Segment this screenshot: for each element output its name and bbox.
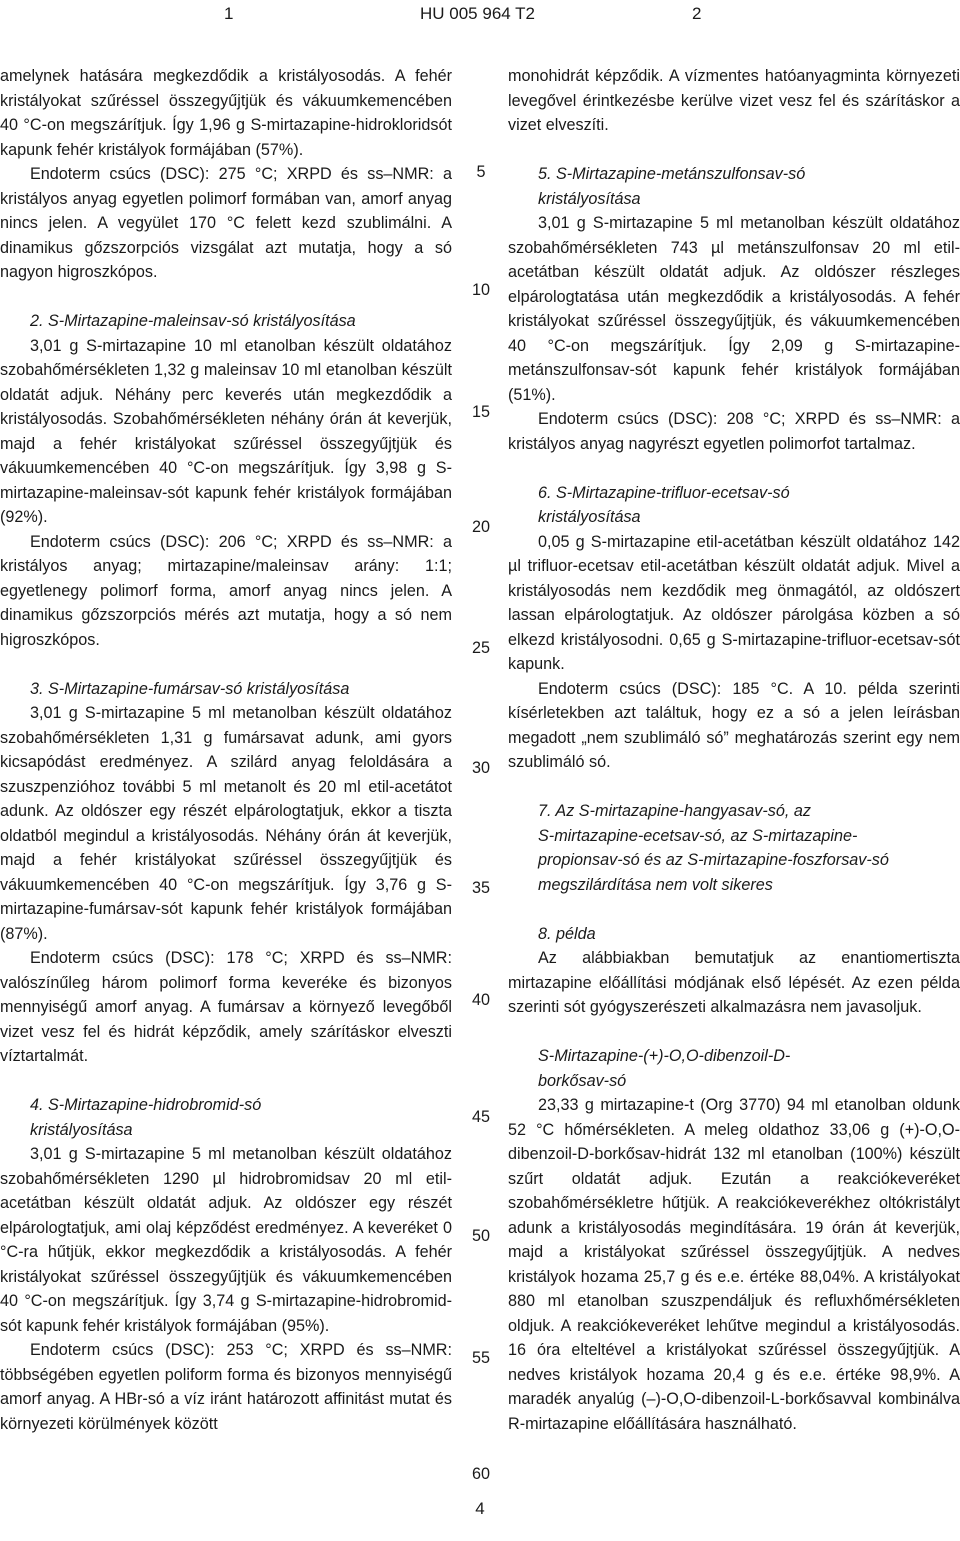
paragraph: 3,01 g S-mirtazapine 10 ml etanolban készült oldatához szobahőmérsékleten 1,32 g maleinsav 10 ml etanolban készült oldatát adjuk. Néhány perc keverés után megkezdődik a kristályosodás. Szobahőmérsékleten néhány órán át keverjük, majd a fehér kristályokat szűréssel összegyűjtjük és vákuumkemencében 40 °C-on megszárítjuk. Így 3,98 g S-mirtazapine-maleinsav-sót kapunk fehér kristályok formájában (92%).	[0, 336, 452, 526]
paragraph: 3,01 g S-mirtazapine 5 ml metanolban készült oldatához szobahőmérsékleten 1,31 g fumársavat adunk, ami gyors kicsapódást eredményez. A szilárd anyag feloldására a szuszpenzióhoz további 5 ml metanolt és 20 ml etil-acetátot adunk. Az oldószer egy részét elpárologtatjuk, ekkor a tiszta oldatból megindul a kristályosodás. Néhány órán át keverjük, majd a fehér kristályokat szűréssel összegyűjtjük és vákuumkemencében 40 °C-on megszárítjuk. Így 3,76 g S-mirtazapine-fumársav-sót kapunk fehér kristályok formájában (87%).	[0, 704, 452, 943]
line-number: 15	[471, 403, 490, 421]
section-heading: 6. S-Mirtazapine-trifluor-ecetsav-só	[538, 483, 790, 502]
section-heading: 2. S-Mirtazapine-maleinsav-só kristályosítása	[30, 312, 356, 330]
paragraph: 0,05 g S-mirtazapine etil-acetátban készült oldatához 142 µl trifluor-ecetsav etil-acetátban készült oldatát adjuk. Mivel a kristályosodás nem kezdődik meg önmagától, az oldószert lassan elpárologtatjuk. Az oldószer párolgása közben a só elkezd kristályosodni. 0,65 g S-mirtazapine-trifluor-ecetsav-sót kapunk.	[508, 532, 960, 673]
line-number: 5	[476, 163, 486, 181]
paragraph: 3,01 g S-mirtazapine 5 ml metanolban készült oldatához szobahőmérsékleten 743 µl metánszulfonsav 20 ml etil-acetátban készült oldatát adjuk. Az oldószer részleges elpárologtatása után megkezdődik a kristályosodás. A fehér kristályokat szűréssel összegyűjtjük, és vákuumkemencében 40 °C-on megszárítjuk. Így 2,09 g S-mirtazapine-metánszulfonsav-sót kapunk fehér kristályok formájában (51%).	[508, 214, 960, 404]
section-heading: 8. példa	[538, 924, 596, 943]
line-number: 40	[471, 991, 490, 1009]
line-number: 35	[471, 879, 490, 897]
paragraph: 23,33 g mirtazapine-t (Org 3770) 94 ml etanolban oldunk 52 °C hőmérsékleten. A meleg oldathoz 33,06 g (+)-O,O-dibenzoil-D-borkősav-hidrát 132 ml etanolban (100%) készült szűrt oldatát adjuk. Ezután a reakciókeveréket szobahőmérsékletre hűtjük. A reakciókeverékhez oltókristályt adunk a kristályosodás megindítására. 19 órán át keverjük, majd a kristályokat szűréssel összegyűjtjük. A nedves kristályok hozama 25,7 g és e.e. értéke 88,04%. A kristályokat 880 ml etanolban szuszpendáljuk és refluxhőmérsékleten oldjuk. A reakciókeveréket lehűtve megindul a kristályosodás. 16 óra elteltével a kristályokat szűréssel összegyűjtjük. A nedves kristályok hozama 20,4 g és e.e. értéke 98,9%. A maradék anyalúg (–)-O,O-dibenzoil-L-borkősavval kombinálva R-mirtazapine előállítására használható.	[508, 1096, 960, 1433]
section-heading: 7. Az S-mirtazapine-hangyasav-só, az	[538, 802, 811, 820]
paragraph: 3,01 g S-mirtazapine 5 ml metanolban készült oldatához szobahőmérsékleten 1290 µl hidrobromidsav 20 ml etil-acetátban készült oldatát adjuk. Az oldószer egy részét elpárologtatjuk, ami olaj képződést eredményez. A keveréket 0 °C-ra hűtjük, ekkor megkezdődik a kristályosodás. A fehér kristályokat szűréssel összegyűjtjük és vákuumkemencében 40 °C-on megszárítjuk. Így 3,74 g S-mirtazapine-hidrobromid-sót kapunk fehér kristályok formájában (95%).	[0, 1145, 452, 1335]
paragraph: Az alábbiakban bemutatjuk az enantiomertiszta mirtazapine előállítási módjának első lépését. Az ezen példa szerinti sót gyógyszerészeti alkalmazásra nem javasoljuk.	[508, 949, 960, 1016]
section-heading: kristályosítása	[538, 189, 641, 208]
line-number: 25	[471, 639, 490, 657]
paragraph: Endoterm csúcs (DSC): 253 °C; XRPD és ss–NMR: többségében egyetlen poliform forma és bizonyos mennyiségű amorf anyag. A HBr-só a víz iránt határozott affinitást mutat és környezeti körülmények között	[0, 1341, 452, 1433]
line-number: 60	[471, 1465, 490, 1483]
line-number: 20	[471, 518, 490, 536]
paragraph: Endoterm csúcs (DSC): 185 °C. A 10. példa szerinti kísérletekben azt találtuk, hogy ez a só a jelen leírásban megadott „nem szublimáló só” meghatározás szerint egy nem szublimáló só.	[508, 679, 960, 771]
section-heading: kristályosítása	[538, 508, 641, 526]
right-column	[508, 64, 960, 1436]
section-heading: S-mirtazapine-ecetsav-só, az S-mirtazapine-	[538, 826, 858, 845]
line-number: 30	[471, 759, 490, 777]
subsection-heading: borkősav-só	[538, 1071, 627, 1090]
line-number: 45	[471, 1108, 490, 1126]
paragraph: monohidrát képződik. A vízmentes hatóanyagminta környezeti levegővel érintkezésbe kerülve vizet vesz fel és szárításkor a vizet elveszíti.	[508, 67, 960, 134]
paragraph: Endoterm csúcs (DSC): 206 °C; XRPD és ss–NMR: a kristályos anyag; mirtazapine/maleinsav arány: 1:1; egyetlenegy polimorf forma, amorf anyag nincs jelen. A dinamikus gőzszorpciós mérés azt mutatja, hogy a só nem higroszkópos.	[0, 532, 452, 649]
paragraph: Endoterm csúcs (DSC): 208 °C; XRPD és ss–NMR: a kristályos anyag nagyrészt egyetlen polimorfot tartalmaz.	[508, 410, 960, 453]
header-page-right: 2	[692, 4, 702, 23]
subsection-heading: S-Mirtazapine-(+)-O,O-dibenzoil-D-	[538, 1047, 791, 1065]
section-heading: kristályosítása	[30, 1120, 133, 1139]
header-page-left: 1	[224, 4, 234, 23]
line-number: 10	[471, 281, 490, 299]
header-doc-id: HU 005 964 T2	[420, 4, 535, 23]
section-heading: 3. S-Mirtazapine-fumársav-só kristályosítása	[30, 679, 350, 698]
line-number: 55	[471, 1349, 490, 1367]
section-heading: 5. S-Mirtazapine-metánszulfonsav-só	[538, 165, 806, 183]
paragraph: Endoterm csúcs (DSC): 178 °C; XRPD és ss–NMR: valószínűleg három polimorf forma keveréke és bizonyos mennyiségű amorf anyag. A fumársav a környező levegőből vizet vesz fel és hidrát képződik, amely szárításkor elveszti víztartalmát.	[0, 949, 452, 1065]
line-number: 50	[471, 1227, 490, 1245]
paragraph: amelynek hatására megkezdődik a kristályosodás. A fehér kristályokat szűréssel összegyűjtjük és vákuumkemencében 40 °C-on megszárítjuk. Így 1,96 g S-mirtazapine-hidrokloridsót kapunk fehér kristályok formájában (57%).	[0, 67, 452, 159]
paragraph: Endoterm csúcs (DSC): 275 °C; XRPD és ss–NMR: a kristályos anyag egyetlen polimorf formában van, amorf anyag nincs jelen. A vegyület 170 °C felett kezd szublimálni. A dinamikus gőzszorpciós vizsgálat azt mutatja, hogy a só nagyon higroszkópos.	[0, 165, 452, 281]
left-column	[0, 64, 452, 1436]
footer-page-number: 4	[475, 1499, 485, 1518]
section-heading: 4. S-Mirtazapine-hidrobromid-só	[30, 1096, 262, 1114]
section-heading: propionsav-só és az S-mirtazapine-foszforsav-só	[538, 851, 889, 869]
section-heading: megszilárdítása nem volt sikeres	[538, 875, 773, 894]
